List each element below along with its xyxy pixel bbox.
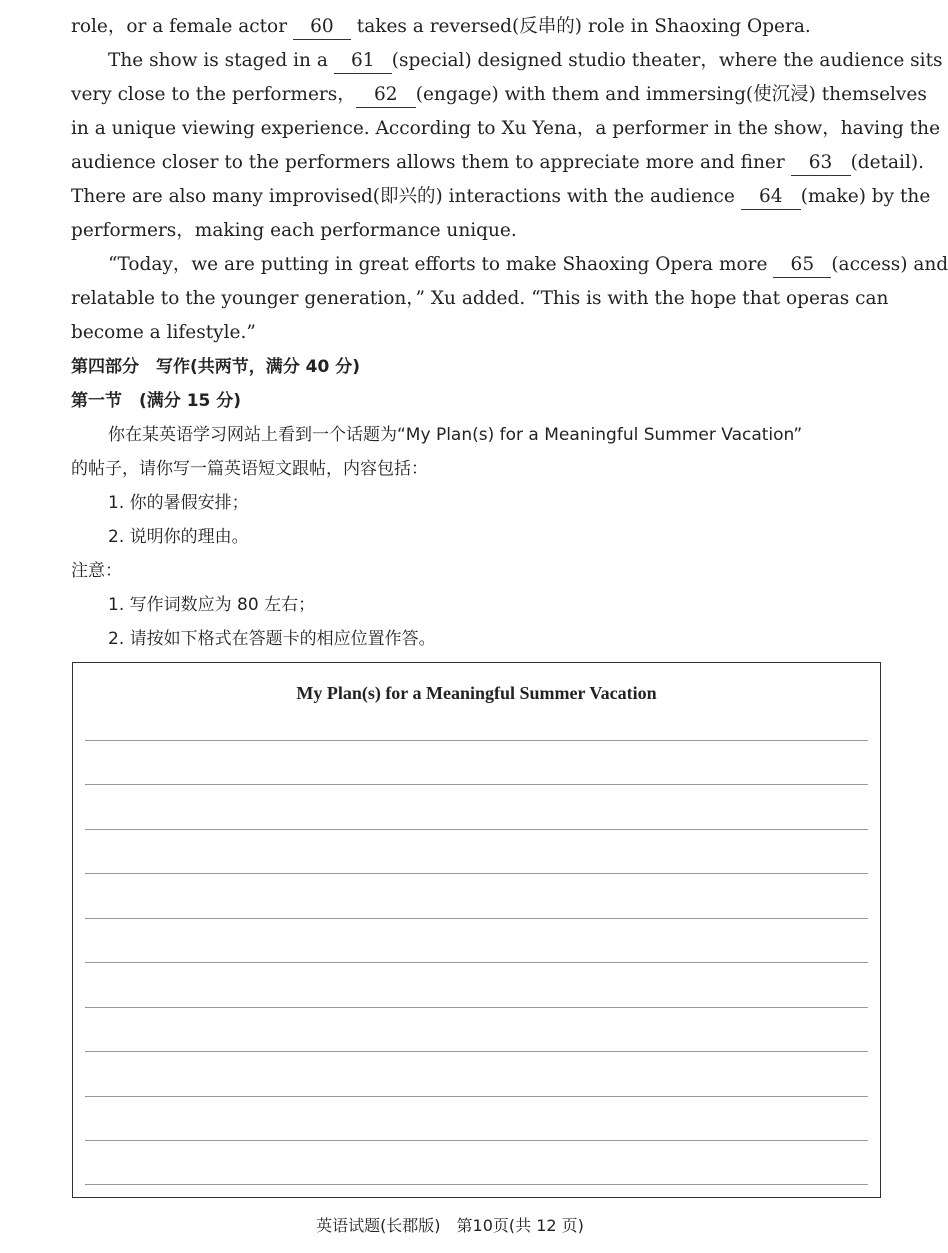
writing-line [85, 962, 868, 963]
passage-line-1: role，or a female actor 60 takes a reversed(反串的) role in Shaoxing Opera. [71, 10, 885, 44]
passage-line-4: in a unique viewing experience. According to Xu Yena，a performer in the show，having the [71, 118, 941, 139]
requirement-1: 1. 你的暑假安排； [108, 493, 249, 513]
passage-line-8: “Today，we are putting in great efforts to make Shaoxing Opera more 65 (access) and [108, 248, 885, 282]
writing-line [85, 740, 868, 741]
blank-60[interactable]: 60 [293, 15, 351, 40]
blank-65[interactable]: 65 [773, 253, 831, 278]
section1-title: 第一节 (满分 15 分) [71, 391, 242, 411]
writing-line [85, 829, 868, 830]
blank-63[interactable]: 63 [791, 151, 851, 176]
passage-line-10: become a lifestyle.” [71, 322, 256, 343]
answer-box[interactable] [72, 662, 881, 1198]
note-1: 1. 写作词数应为 80 左右； [108, 595, 316, 615]
writing-line [85, 784, 868, 785]
page-footer: 英语试题(长郡版) 第10页(共 12 页) [316, 1216, 584, 1235]
answer-box-title: My Plan(s) for a Meaningful Summer Vacation [296, 683, 657, 703]
writing-line [85, 873, 868, 874]
passage-line-6: There are also many improvised(即兴的) interactions with the audience 64 (make) by the [71, 180, 885, 214]
note-label: 注意： [71, 561, 122, 581]
part4-title: 第四部分 写作(共两节，满分 40 分) [71, 357, 361, 377]
blank-61[interactable]: 61 [334, 49, 392, 74]
passage-line-2: The show is staged in a 61 (special) designed studio theater，where the audience sits [108, 44, 885, 78]
prompt-line-1: 你在某英语学习网站上看到一个话题为“My Plan(s) for a Meaningful Summer Vacation” [108, 425, 803, 445]
prompt-line-2: 的帖子，请你写一篇英语短文跟帖，内容包括： [71, 459, 428, 479]
writing-line [85, 1007, 868, 1008]
writing-line [85, 1096, 868, 1097]
passage-line-9: relatable to the younger generation，” Xu added. “This is with the hope that operas can [71, 288, 889, 309]
blank-62[interactable]: 62 [356, 83, 416, 108]
requirement-2: 2. 说明你的理由。 [108, 527, 249, 547]
passage-line-7: performers，making each performance unique. [71, 220, 517, 241]
note-2: 2. 请按如下格式在答题卡的相应位置作答。 [108, 629, 436, 649]
writing-line [85, 918, 868, 919]
passage-line-5: audience closer to the performers allows them to appreciate more and finer 63 (detail). [71, 146, 885, 180]
writing-line [85, 1051, 868, 1052]
blank-64[interactable]: 64 [741, 185, 801, 210]
passage-line-3: very close to the performers， 62 (engage) with them and immersing(使沉浸) themselves [71, 78, 885, 112]
writing-line [85, 1184, 868, 1185]
writing-line [85, 1140, 868, 1141]
